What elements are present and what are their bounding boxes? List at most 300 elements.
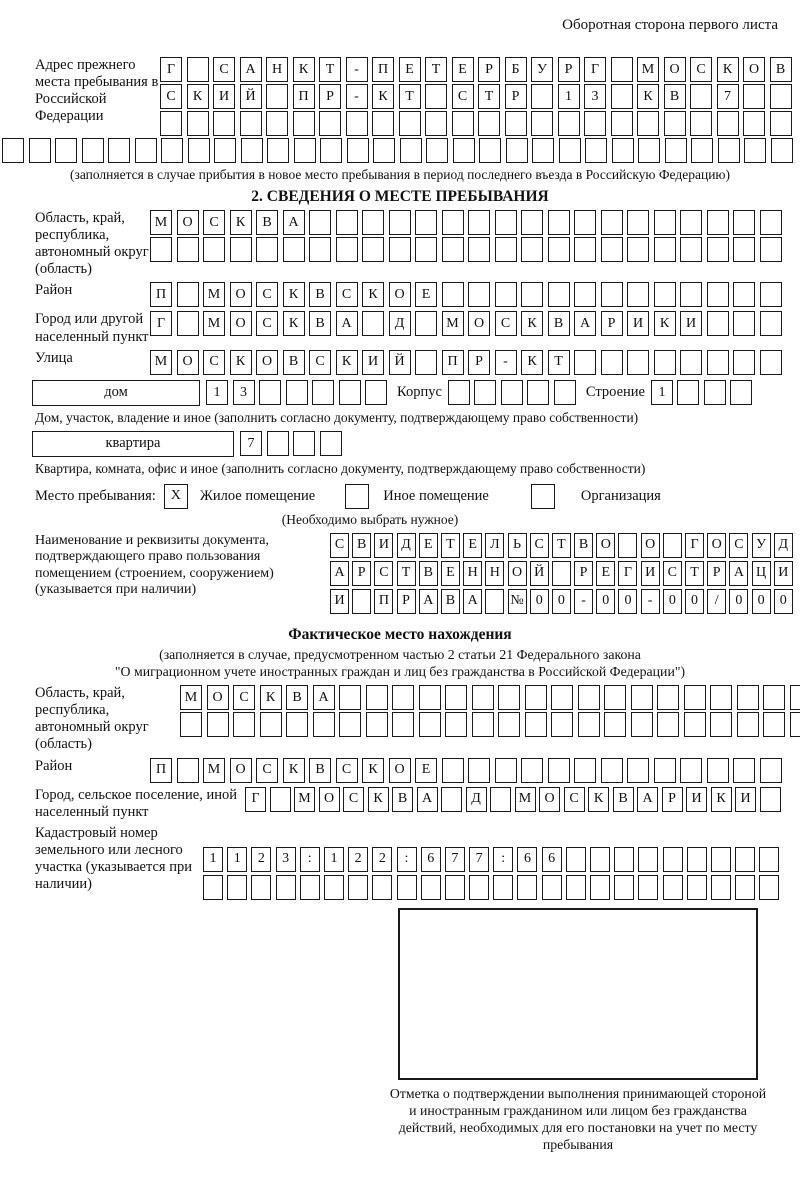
char-cell <box>415 210 437 235</box>
char-cell: С <box>495 311 517 336</box>
char-cell <box>474 380 496 405</box>
char-cell: 0 <box>752 589 771 614</box>
char-cell <box>618 533 637 558</box>
char-cell: Р <box>574 561 593 586</box>
char-cell <box>707 237 729 262</box>
char-cell <box>426 138 448 163</box>
char-cell <box>294 138 316 163</box>
char-cell: О <box>230 282 252 307</box>
char-cell <box>267 138 289 163</box>
char-cell: С <box>160 84 182 109</box>
char-cell <box>203 875 223 900</box>
char-cell <box>680 758 702 783</box>
char-cell <box>548 237 570 262</box>
char-cell <box>187 57 209 82</box>
char-cell: Д <box>397 533 416 558</box>
char-cell: К <box>230 350 252 375</box>
char-cell <box>501 380 523 405</box>
char-cell: Т <box>478 84 500 109</box>
char-cell: 0 <box>552 589 571 614</box>
char-cell: Т <box>399 84 421 109</box>
char-cell <box>525 712 547 737</box>
char-cell: О <box>256 350 278 375</box>
char-cell <box>362 311 384 336</box>
char-cell: А <box>240 57 262 82</box>
char-cell: С <box>256 311 278 336</box>
char-cell: К <box>368 787 389 812</box>
char-cell: О <box>539 787 560 812</box>
char-cell: Е <box>399 57 421 82</box>
char-cell: П <box>372 57 394 82</box>
confirmation-stamp-note: Отметка о подтверждении выполнения принимающей стороной и иностранным гражданином или лицом без гражданства действий, необходимых для его постановки на учет по месту пребывания <box>389 1085 767 1153</box>
char-cell <box>760 282 782 307</box>
char-cell: В <box>256 210 278 235</box>
char-cell <box>442 210 464 235</box>
char-cell: И <box>362 350 384 375</box>
char-cell: А <box>330 561 349 586</box>
char-cell <box>389 210 411 235</box>
char-cell <box>612 138 634 163</box>
char-cell: Г <box>685 533 704 558</box>
char-cell: К <box>362 758 384 783</box>
char-cell: С <box>729 533 748 558</box>
char-cell <box>230 237 252 262</box>
char-cell <box>760 787 781 812</box>
char-cell: С <box>309 350 331 375</box>
char-cell: / <box>707 589 726 614</box>
char-cell <box>286 380 308 405</box>
actual-location-note <box>0 646 800 680</box>
char-cell <box>664 111 686 136</box>
char-cell: О <box>641 533 660 558</box>
checkbox-organization <box>531 484 555 509</box>
char-cell: 1 <box>558 84 580 109</box>
char-cell <box>743 111 765 136</box>
char-cell <box>240 111 262 136</box>
char-cell: Р <box>558 57 580 82</box>
char-cell <box>611 57 633 82</box>
char-cell: А <box>637 787 658 812</box>
char-cell <box>366 712 388 737</box>
char-cell: Н <box>266 57 288 82</box>
district-grid-row <box>150 282 782 307</box>
char-cell: В <box>419 561 438 586</box>
char-cell <box>180 712 202 737</box>
char-cell: В <box>309 311 331 336</box>
cadastral-label: Кадастровый номер земельного или лесного участка (указывается при наличии) <box>35 824 192 893</box>
char-cell <box>472 712 494 737</box>
house-number-cells <box>206 380 387 405</box>
char-cell <box>346 111 368 136</box>
char-cell <box>733 758 755 783</box>
fact-city-label: Город, сельское поселение, иной населенный пункт <box>35 786 238 820</box>
char-cell: Л <box>485 533 504 558</box>
char-cell: О <box>177 350 199 375</box>
char-cell <box>771 138 793 163</box>
char-cell <box>601 758 623 783</box>
char-cell: Г <box>584 57 606 82</box>
char-cell <box>448 380 470 405</box>
option-other-premises-label: Иное помещение <box>383 487 489 504</box>
char-cell <box>495 758 517 783</box>
char-cell <box>372 111 394 136</box>
char-cell: О <box>743 57 765 82</box>
char-cell: И <box>374 533 393 558</box>
district-block <box>35 282 800 307</box>
char-cell <box>372 875 392 900</box>
char-cell: 6 <box>421 847 441 872</box>
char-cell <box>227 875 247 900</box>
char-cell: 0 <box>530 589 549 614</box>
char-cell <box>498 712 520 737</box>
char-cell: Г <box>160 57 182 82</box>
char-cell: Б <box>505 57 527 82</box>
cadastral-grid-row <box>203 875 779 900</box>
prev-address-grid-row <box>160 57 792 82</box>
char-cell <box>2 138 24 163</box>
char-cell <box>627 282 649 307</box>
char-cell: 7 <box>445 847 465 872</box>
char-cell <box>601 237 623 262</box>
char-cell <box>627 758 649 783</box>
page-side-note: Оборотная сторона первого листа <box>562 17 778 33</box>
char-cell <box>348 875 368 900</box>
char-cell: С <box>256 758 278 783</box>
char-cell <box>548 758 570 783</box>
char-cell: Т <box>441 533 460 558</box>
char-cell: 2 <box>348 847 368 872</box>
char-cell <box>574 350 596 375</box>
char-cell: К <box>588 787 609 812</box>
char-cell <box>743 84 765 109</box>
char-cell: 2 <box>372 847 392 872</box>
char-cell: И <box>627 311 649 336</box>
char-cell <box>399 111 421 136</box>
char-cell: М <box>442 311 464 336</box>
char-cell: К <box>293 57 315 82</box>
char-cell <box>531 111 553 136</box>
char-cell <box>82 138 104 163</box>
city-grid-row <box>150 311 782 336</box>
char-cell: 2 <box>251 847 271 872</box>
char-cell <box>293 431 315 456</box>
char-cell: С <box>564 787 585 812</box>
char-cell <box>468 237 490 262</box>
char-cell <box>441 787 462 812</box>
char-cell: 1 <box>203 847 223 872</box>
char-cell: М <box>150 210 172 235</box>
char-cell: 1 <box>227 847 247 872</box>
char-cell: 7 <box>469 847 489 872</box>
char-cell: О <box>230 758 252 783</box>
char-cell <box>525 685 547 710</box>
char-cell: О <box>319 787 340 812</box>
char-cell <box>532 138 554 163</box>
char-cell: О <box>468 311 490 336</box>
char-cell <box>574 758 596 783</box>
char-cell <box>150 237 172 262</box>
char-cell <box>559 138 581 163</box>
cadastral-grid-row <box>203 847 779 872</box>
char-cell: Р <box>319 84 341 109</box>
char-cell <box>604 712 626 737</box>
char-cell <box>493 875 513 900</box>
option-organization-label: Организация <box>580 487 661 504</box>
char-cell <box>710 712 732 737</box>
char-cell <box>735 847 755 872</box>
char-cell <box>505 111 527 136</box>
char-cell <box>521 210 543 235</box>
actual-location-title: Фактическое место нахождения <box>288 625 512 643</box>
char-cell <box>362 237 384 262</box>
char-cell <box>521 237 543 262</box>
char-cell <box>760 237 782 262</box>
char-cell: К <box>230 210 252 235</box>
char-cell <box>400 138 422 163</box>
char-cell <box>718 138 740 163</box>
char-cell <box>468 758 490 783</box>
char-cell <box>760 210 782 235</box>
char-cell <box>425 84 447 109</box>
char-cell: Р <box>352 561 371 586</box>
char-cell: С <box>330 533 349 558</box>
char-cell: Т <box>548 350 570 375</box>
char-cell: К <box>654 311 676 336</box>
char-cell <box>601 282 623 307</box>
char-cell <box>498 685 520 710</box>
char-cell <box>677 380 699 405</box>
char-cell: К <box>283 282 305 307</box>
char-cell <box>654 350 676 375</box>
char-cell <box>442 758 464 783</box>
char-cell <box>324 875 344 900</box>
char-cell <box>638 847 658 872</box>
char-cell: 0 <box>685 589 704 614</box>
char-cell <box>790 712 800 737</box>
char-cell <box>468 282 490 307</box>
char-cell: Р <box>468 350 490 375</box>
char-cell: Д <box>466 787 487 812</box>
confirmation-stamp-box <box>398 908 758 1080</box>
char-cell: 3 <box>584 84 606 109</box>
char-cell: Т <box>425 57 447 82</box>
char-cell <box>160 111 182 136</box>
char-cell <box>373 138 395 163</box>
fact-district-block <box>35 758 800 783</box>
char-cell: К <box>717 57 739 82</box>
char-cell: К <box>372 84 394 109</box>
char-cell <box>251 875 271 900</box>
apartment-block <box>32 431 800 457</box>
char-cell: И <box>686 787 707 812</box>
char-cell: А <box>729 561 748 586</box>
char-cell: Й <box>530 561 549 586</box>
option-residential-label: Жилое помещение <box>199 487 316 504</box>
char-cell: М <box>203 282 225 307</box>
char-cell: В <box>574 533 593 558</box>
char-cell <box>614 847 634 872</box>
char-cell <box>442 282 464 307</box>
char-cell: Т <box>685 561 704 586</box>
char-cell <box>241 138 263 163</box>
char-cell <box>365 380 387 405</box>
apartment-note: Квартира, комната, офис и иное (заполнить согласно документу, подтверждающему право собственности) <box>35 460 646 476</box>
char-cell: П <box>442 350 464 375</box>
char-cell <box>55 138 77 163</box>
char-cell: 0 <box>596 589 615 614</box>
char-cell: К <box>362 282 384 307</box>
char-cell: А <box>574 311 596 336</box>
char-cell: С <box>343 787 364 812</box>
char-cell: В <box>309 282 331 307</box>
char-cell: О <box>177 210 199 235</box>
char-cell <box>611 84 633 109</box>
char-cell <box>737 685 759 710</box>
char-cell: М <box>203 311 225 336</box>
char-cell: 3 <box>233 380 255 405</box>
prev-address-grid-row-full <box>2 138 800 163</box>
char-cell <box>657 685 679 710</box>
char-cell <box>733 282 755 307</box>
char-cell: 7 <box>717 84 739 109</box>
char-cell <box>558 111 580 136</box>
char-cell <box>366 685 388 710</box>
char-cell <box>663 533 682 558</box>
char-cell <box>495 237 517 262</box>
fact-region-label: Область, край, республика, автономный округ (область) <box>35 685 149 753</box>
section2-title: 2. СВЕДЕНИЯ О МЕСТЕ ПРЕБЫВАНИЯ <box>251 188 549 205</box>
char-cell <box>763 685 785 710</box>
char-cell: Г <box>245 787 266 812</box>
char-cell <box>711 875 731 900</box>
char-cell <box>389 237 411 262</box>
char-cell <box>419 685 441 710</box>
char-cell <box>445 875 465 900</box>
char-cell: О <box>230 311 252 336</box>
char-cell <box>283 237 305 262</box>
char-cell: Й <box>240 84 262 109</box>
char-cell <box>207 712 229 737</box>
korpus-label: Корпус <box>397 384 442 401</box>
char-cell <box>472 685 494 710</box>
char-cell: - <box>574 589 593 614</box>
char-cell: 1 <box>324 847 344 872</box>
char-cell: Й <box>389 350 411 375</box>
char-cell: П <box>293 84 315 109</box>
char-cell: Ь <box>508 533 527 558</box>
char-cell: Д <box>389 311 411 336</box>
char-cell <box>554 380 576 405</box>
stroenie-label: Строение <box>585 384 645 401</box>
char-cell <box>392 712 414 737</box>
char-cell <box>654 282 676 307</box>
char-cell <box>551 712 573 737</box>
char-cell <box>760 350 782 375</box>
char-cell: А <box>417 787 438 812</box>
char-cell <box>276 875 296 900</box>
char-cell: С <box>452 84 474 109</box>
fact-district-grid-row <box>150 758 782 783</box>
char-cell <box>637 111 659 136</box>
char-cell <box>578 685 600 710</box>
char-cell <box>707 311 729 336</box>
char-cell: 7 <box>240 431 262 456</box>
char-cell: С <box>336 758 358 783</box>
document-grid-row <box>330 589 793 614</box>
char-cell <box>177 311 199 336</box>
house-note: Дом, участок, владение и иное (заполнить согласно документу, подтверждающему право собственности) <box>35 409 639 425</box>
checkbox-residential: X <box>164 484 188 509</box>
char-cell: В <box>392 787 413 812</box>
char-cell: К <box>521 350 543 375</box>
char-cell <box>521 758 543 783</box>
char-cell <box>259 380 281 405</box>
char-cell <box>638 138 660 163</box>
char-cell: И <box>213 84 235 109</box>
char-cell <box>690 111 712 136</box>
char-cell <box>312 380 334 405</box>
document-block <box>35 533 800 614</box>
char-cell <box>339 712 361 737</box>
char-cell: Р <box>397 589 416 614</box>
char-cell: П <box>150 282 172 307</box>
fact-region-block <box>35 685 800 753</box>
char-cell <box>397 875 417 900</box>
char-cell: В <box>664 84 686 109</box>
char-cell: : <box>397 847 417 872</box>
char-cell <box>578 712 600 737</box>
apartment-cells <box>240 431 342 456</box>
char-cell <box>759 847 779 872</box>
char-cell <box>552 561 571 586</box>
char-cell <box>187 111 209 136</box>
char-cell <box>680 282 702 307</box>
char-cell: - <box>641 589 660 614</box>
char-cell <box>611 111 633 136</box>
char-cell: Р <box>662 787 683 812</box>
char-cell: М <box>515 787 536 812</box>
char-cell: Ц <box>752 561 771 586</box>
char-cell <box>392 685 414 710</box>
char-cell <box>730 380 752 405</box>
fact-region-grid-row <box>180 712 800 737</box>
char-cell: В <box>286 685 308 710</box>
prev-address-grid-row <box>160 84 792 109</box>
char-cell: М <box>180 685 202 710</box>
char-cell <box>566 875 586 900</box>
actual-location-note-line2: "О миграционном учете иностранных граждан и лиц без гражданства в Российской Федерации") <box>114 663 686 679</box>
char-cell: М <box>150 350 172 375</box>
char-cell: И <box>735 787 756 812</box>
char-cell: 0 <box>729 589 748 614</box>
char-cell <box>256 237 278 262</box>
char-cell: 6 <box>517 847 537 872</box>
char-cell <box>415 311 437 336</box>
street-label: Улица <box>35 349 73 366</box>
char-cell: О <box>508 561 527 586</box>
char-cell <box>177 758 199 783</box>
char-cell <box>627 210 649 235</box>
char-cell <box>309 210 331 235</box>
char-cell: 0 <box>618 589 637 614</box>
apartment-box-label: квартира <box>32 431 234 457</box>
char-cell <box>286 712 308 737</box>
char-cell <box>663 875 683 900</box>
char-cell: В <box>548 311 570 336</box>
char-cell <box>760 311 782 336</box>
char-cell <box>654 237 676 262</box>
char-cell: М <box>637 57 659 82</box>
